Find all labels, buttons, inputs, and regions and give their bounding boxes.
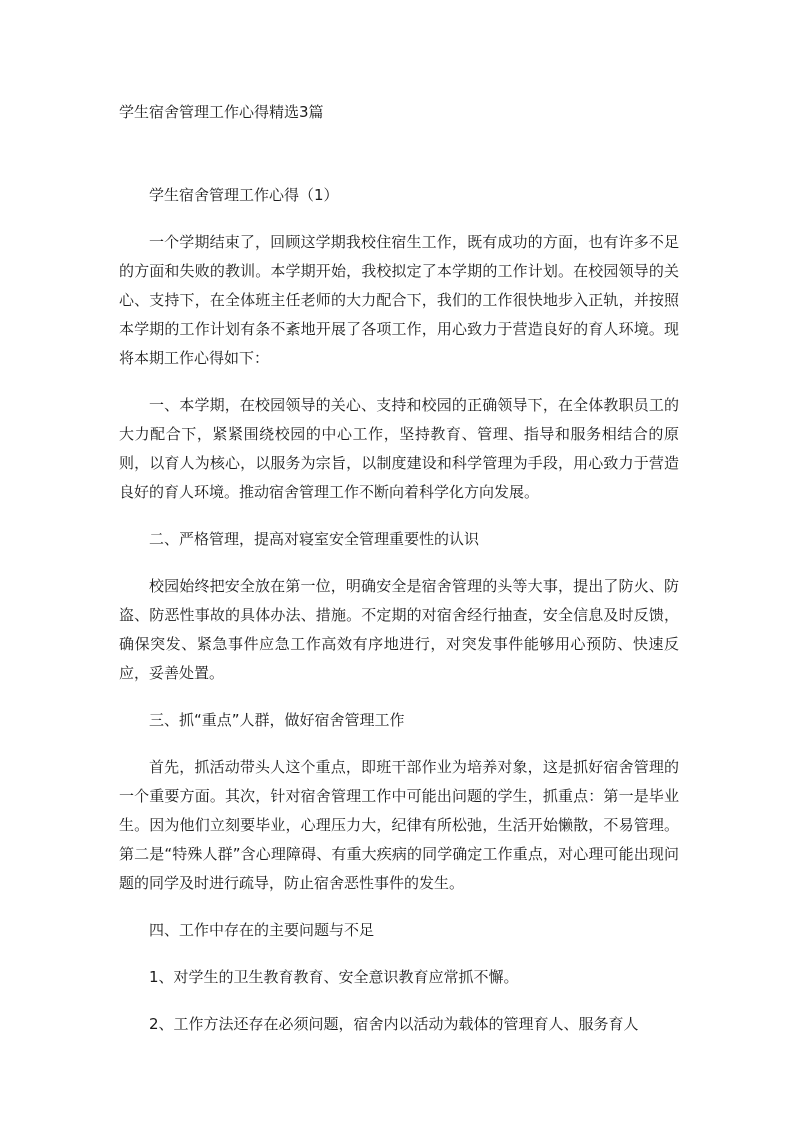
body-paragraph: 一、本学期，在校园领导的关心、支持和校园的正确领导下，在全体教职员工的大力配合下，紧紧围绕校园的中心工作，坚持教育、管理、指导和服务相结合的原则，以育人为核心，以服务为宗旨，以制度建设和科学管理为手段，用心致力于营造良好的育人环境。推动宿舍管理工作不断向着科学化方向发展。 [119,396,679,501]
section-heading: 三、抓“重点”人群，做好宿舍管理工作 [149,711,405,729]
list-item: 1、对学生的卫生教育教育、安全意识教育应常抓不懈。 [149,968,519,986]
body-paragraph: 一个学期结束了，回顾这学期我校住宿生工作，既有成功的方面，也有许多不足的方面和失败的教训。本学期开始，我校拟定了本学期的工作计划。在校园领导的关心、支持下，在全体班主任老师的大力配合下，我们的工作很快地步入正轨，并按照本学期的工作计划有条不紊地开展了各项工作，用心致力于营造良好的育人环境。现将本期工作心得如下： [119,233,679,367]
list-item: 2、工作方法还存在必须问题，宿舍内以活动为载体的管理育人、服务育人 [149,1015,639,1033]
document-body [119,181,679,1057]
body-paragraph: 校园始终把安全放在第一位，明确安全是宿舍管理的头等大事，提出了防火、防盗、防恶性事故的具体办法、措施。不定期的对宿舍经行抽查，安全信息及时反馈，确保突发、紧急事件应急工作高效有序地进行，对突发事件能够用心预防、快速反应，妥善处置。 [119,577,679,682]
section-heading: 学生宿舍管理工作心得（1） [149,186,339,204]
document-title: 学生宿舍管理工作心得精选3篇 [119,103,324,121]
section-heading: 四、工作中存在的主要问题与不足 [149,921,375,939]
body-paragraph: 首先，抓活动带头人这个重点，即班干部作业为培养对象，这是抓好宿舍管理的一个重要方面。其次，针对宿舍管理工作中可能出问题的学生，抓重点：第一是毕业生。因为他们立刻要毕业，心理压力大，纪律有所松弛，生活开始懒散，不易管理。第二是“特殊人群”含心理障碍、有重大疾病的同学确定工作重点，对心理可能出现问题的同学及时进行疏导，防止宿舍恶性事件的发生。 [119,758,679,892]
section-heading: 二、严格管理，提高对寝室安全管理重要性的认识 [149,530,480,548]
